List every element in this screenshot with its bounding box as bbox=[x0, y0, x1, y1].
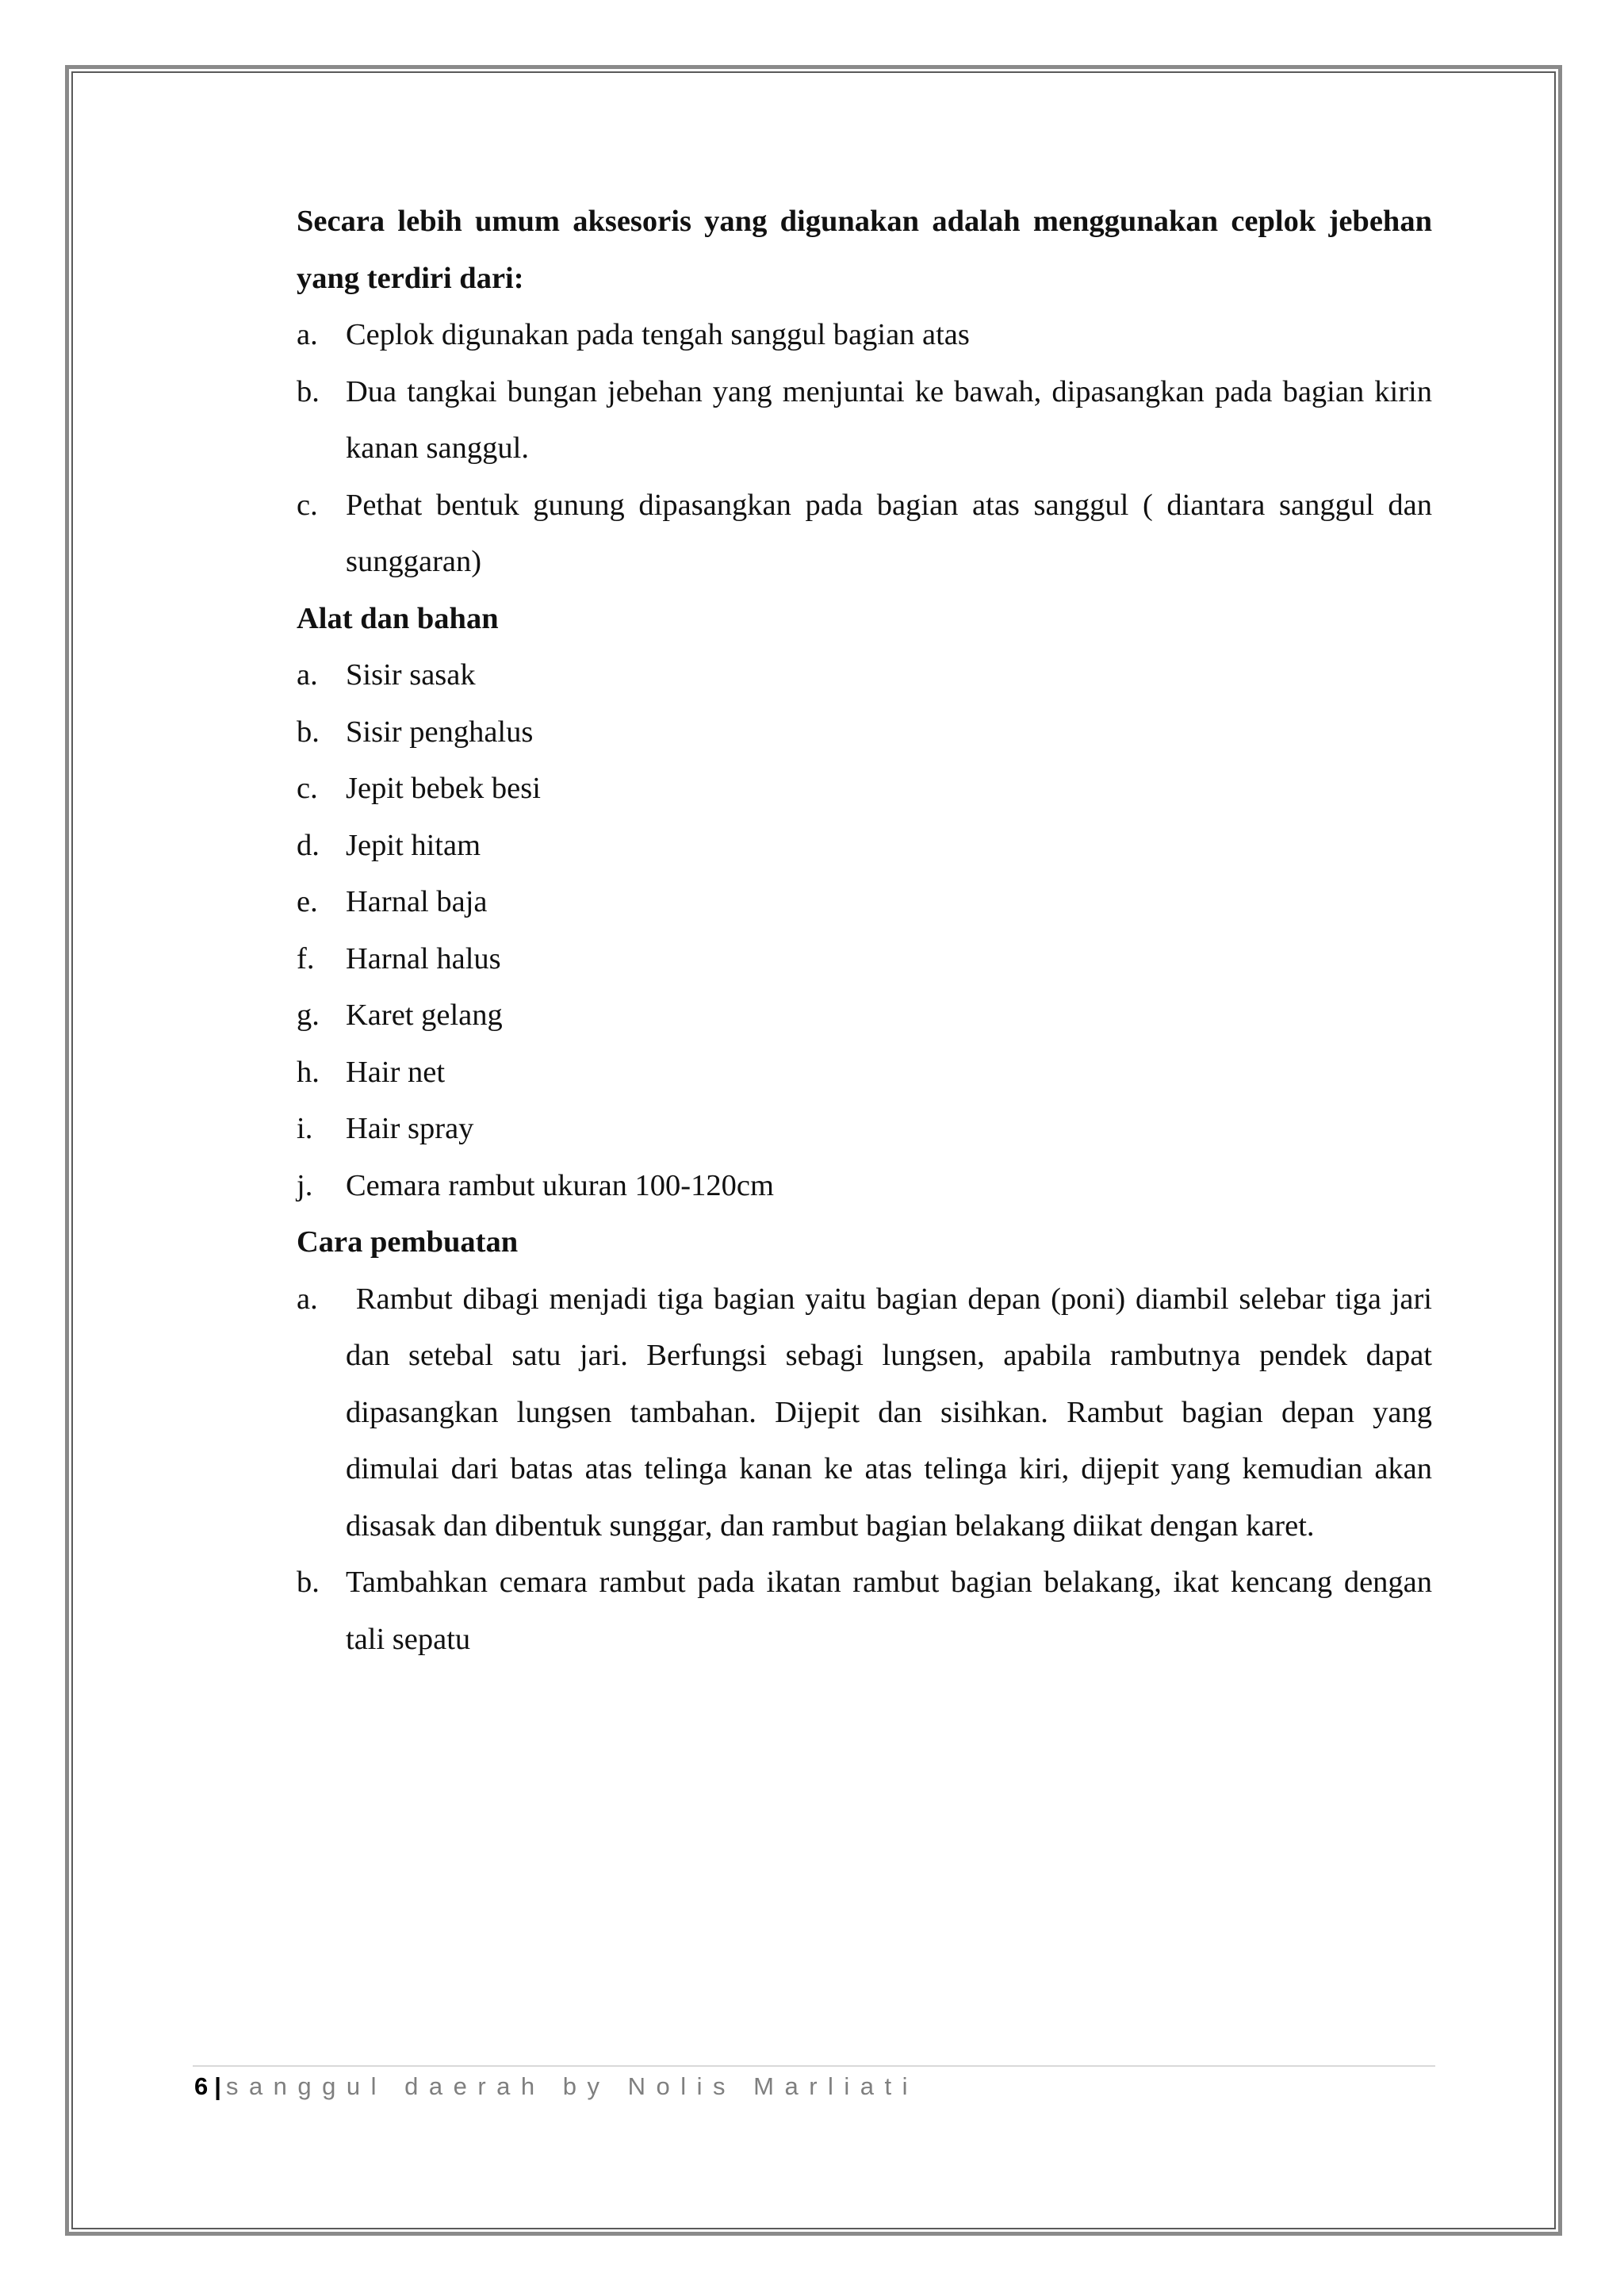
tool-item bbox=[297, 931, 1432, 988]
list-item-text: Ceplok digunakan pada tengah sanggul bagian atas bbox=[346, 318, 970, 351]
list-item-text: Sisir sasak bbox=[346, 658, 476, 692]
list-marker: c. bbox=[297, 488, 318, 522]
list-item-text: Hair net bbox=[346, 1055, 446, 1089]
list-item-text: Jepit bebek besi bbox=[346, 772, 541, 805]
tool-item bbox=[297, 874, 1432, 931]
footer-separator: | bbox=[214, 2072, 221, 2100]
tool-item bbox=[297, 1101, 1432, 1158]
list-marker: a. bbox=[297, 658, 318, 692]
footer-title: sanggul daerah by Nolis Marliati bbox=[225, 2072, 919, 2100]
tool-item bbox=[297, 761, 1432, 818]
tool-item bbox=[297, 704, 1432, 761]
page-content bbox=[297, 194, 1440, 1668]
list-item-text: Hair spray bbox=[346, 1112, 474, 1145]
tools-heading: Alat dan bahan bbox=[297, 601, 499, 635]
method-step-a bbox=[297, 1271, 1440, 1555]
list-item-text: Harnal halus bbox=[346, 941, 501, 976]
list-marker: e. bbox=[297, 885, 318, 918]
tool-item bbox=[297, 647, 1432, 704]
list-marker: c. bbox=[297, 772, 318, 805]
method-step-b bbox=[297, 1554, 1432, 1668]
list-marker: b. bbox=[297, 1566, 320, 1599]
tool-item bbox=[297, 1045, 1432, 1102]
list-marker: h. bbox=[297, 1055, 320, 1089]
list-item-text: Harnal baja bbox=[346, 885, 488, 918]
accessory-item-c bbox=[297, 477, 1432, 591]
tool-item bbox=[297, 1158, 1432, 1215]
footer-divider bbox=[193, 2065, 1435, 2067]
tool-item bbox=[297, 987, 1432, 1045]
accessory-item-a bbox=[297, 307, 1432, 364]
intro-paragraph: Secara lebih umum aksesoris yang digunakan adalah menggunakan ceplok jebehan yang terdiri dari: bbox=[297, 205, 1432, 295]
list-marker: b. bbox=[297, 374, 320, 408]
list-item-text: Rambut dibagi menjadi tiga bagian yaitu bagian depan (poni) diambil selebar tiga jari dan setebal satu jari. Berfungsi sebagi lungsen, apabila rambutnya pendek dapat dipasangkan lungsen tambahan. Dijepit dan sisihkan. Rambut bagian depan yang dimulai dari batas atas telinga kanan ke atas telinga kiri, dijepit yang kemudian akan disasak dan dibentuk sunggar, dan rambut bagian belakang diikat dengan karet. bbox=[346, 1282, 1440, 1543]
method-heading: Cara pembuatan bbox=[297, 1225, 519, 1259]
list-marker: g. bbox=[297, 999, 320, 1032]
list-item-text: Jepit hitam bbox=[346, 828, 481, 862]
list-marker: i. bbox=[297, 1112, 313, 1145]
accessory-item-b bbox=[297, 364, 1432, 477]
tool-item bbox=[297, 818, 1432, 875]
list-marker: a. bbox=[297, 318, 318, 351]
list-item-text: Cemara rambut ukuran 100-120cm bbox=[346, 1168, 774, 1202]
page-footer bbox=[194, 2071, 918, 2102]
list-marker: a. bbox=[297, 1282, 318, 1316]
list-marker: j. bbox=[297, 1168, 313, 1202]
list-marker: d. bbox=[297, 828, 320, 862]
list-item-text: Dua tangkai bungan jebehan yang menjuntai ke bawah, dipasangkan pada bagian kirin kanan sanggul. bbox=[346, 374, 1432, 465]
page-number: 6 bbox=[194, 2072, 209, 2100]
list-item-text: Sisir penghalus bbox=[346, 715, 534, 749]
list-item-text: Pethat bentuk gunung dipasangkan pada bagian atas sanggul ( diantara sanggul dan sunggaran) bbox=[346, 488, 1432, 578]
tools-list bbox=[297, 647, 1432, 1214]
method-list bbox=[297, 1271, 1440, 1669]
accessories-list bbox=[297, 307, 1432, 591]
list-marker: b. bbox=[297, 715, 320, 749]
list-marker: f. bbox=[297, 941, 315, 976]
list-item-text: Karet gelang bbox=[346, 999, 503, 1032]
list-item-text: Tambahkan cemara rambut pada ikatan rambut bagian belakang, ikat kencang dengan tali sepatu bbox=[346, 1566, 1432, 1656]
